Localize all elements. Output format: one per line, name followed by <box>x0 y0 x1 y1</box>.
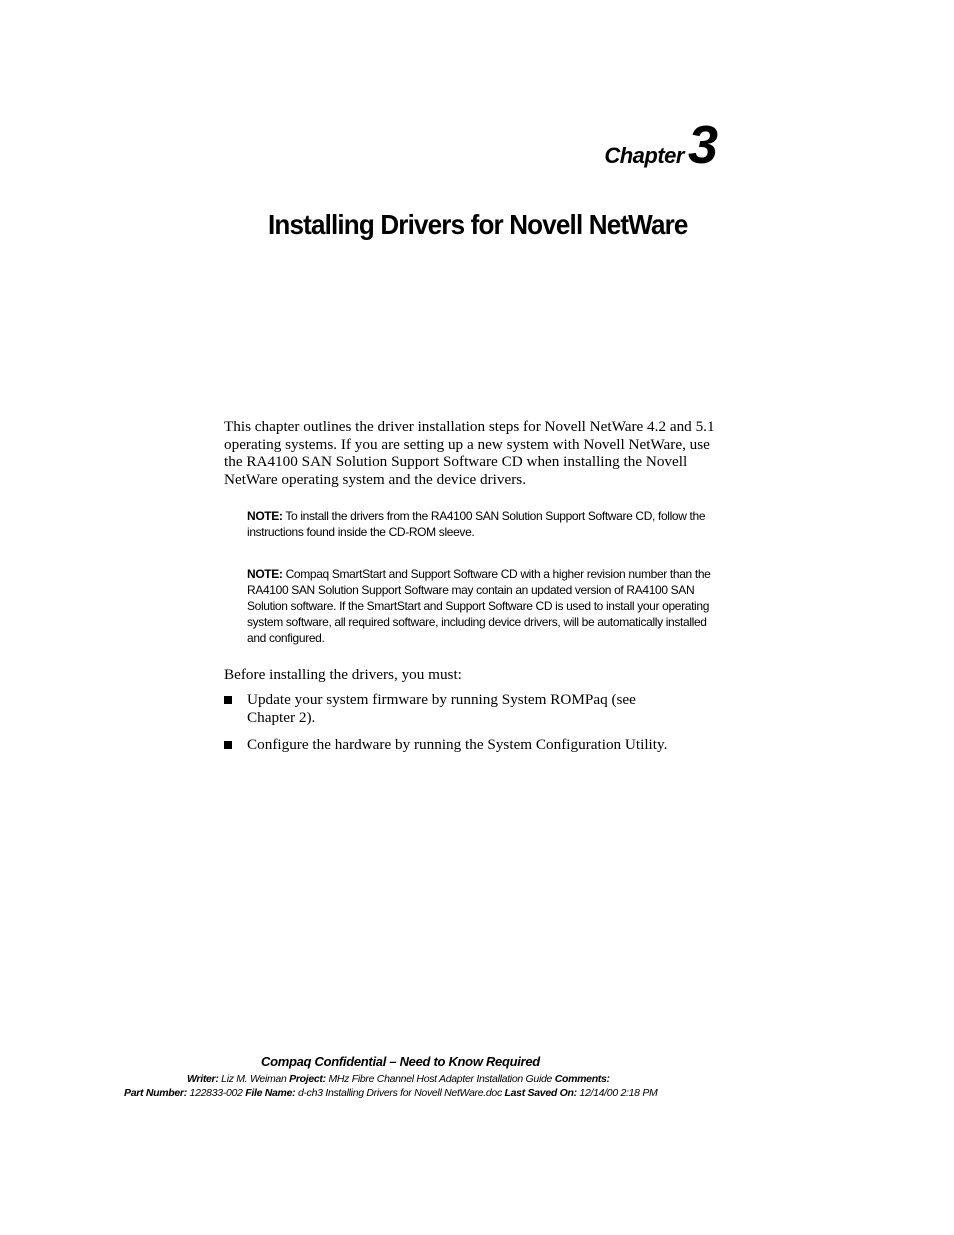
chapter-heading <box>604 115 718 175</box>
footer-writer-line <box>187 1073 610 1085</box>
note-text: To install the drivers from the RA4100 SAN Solution Support Software CD, follow the instructions found inside the CD-ROM sleeve. <box>247 509 706 539</box>
note-smartstart <box>247 566 717 646</box>
list-item <box>224 691 677 726</box>
writer-value: Liz M. Weiman <box>218 1073 290 1085</box>
project-value: MHz Fibre Channel Host Adapter Installation Guide <box>325 1073 555 1085</box>
last-saved-label: Last Saved On: <box>504 1087 577 1099</box>
list-item-text: Configure the hardware by running the System Configuration Utility. <box>247 736 668 754</box>
part-number-value: 122833-002 <box>186 1087 246 1099</box>
chapter-label: Chapter <box>604 143 684 168</box>
note-label: NOTE: <box>247 567 283 581</box>
intro-paragraph: This chapter outlines the driver installation steps for Novell NetWare 4.2 and 5.1 operating systems. If you are setting up a new system with Novell NetWare, use the RA4100 SAN Solution Support Software CD when installing the Novell NetWare operating system and the device drivers. <box>224 418 715 488</box>
part-number-label: Part Number: <box>124 1087 187 1099</box>
page-title: Installing Drivers for Novell NetWare <box>268 209 688 240</box>
chapter-number: 3 <box>687 115 718 175</box>
square-bullet-icon <box>224 696 232 704</box>
square-bullet-icon <box>224 741 232 749</box>
prerequisite-list <box>224 691 724 764</box>
list-item-text: Update your system firmware by running System ROMPaq (see Chapter 2). <box>247 691 636 726</box>
list-item <box>224 736 724 754</box>
file-name-value: d-ch3 Installing Drivers for Novell NetWare.doc <box>295 1087 505 1099</box>
note-text: Compaq SmartStart and Support Software CD with a higher revision number than the RA4100 SAN Solution Support Software may contain an updated version of RA4100 SAN Solution software. If the SmartStart and Support Software CD is used to install your operating system software, all required software, including device drivers, will be automatically installed and configured. <box>247 567 711 645</box>
file-name-label: File Name: <box>245 1087 296 1099</box>
before-paragraph: Before installing the drivers, you must: <box>224 666 462 683</box>
project-label: Project: <box>289 1073 326 1085</box>
last-saved-value: 12/14/00 2:18 PM <box>576 1087 658 1099</box>
note-install-drivers <box>247 508 717 540</box>
note-label: NOTE: <box>247 509 283 523</box>
writer-label: Writer: <box>187 1073 219 1085</box>
footer-confidential: Compaq Confidential – Need to Know Required <box>261 1054 540 1069</box>
footer-file-line <box>124 1087 658 1099</box>
comments-label: Comments: <box>554 1073 610 1085</box>
